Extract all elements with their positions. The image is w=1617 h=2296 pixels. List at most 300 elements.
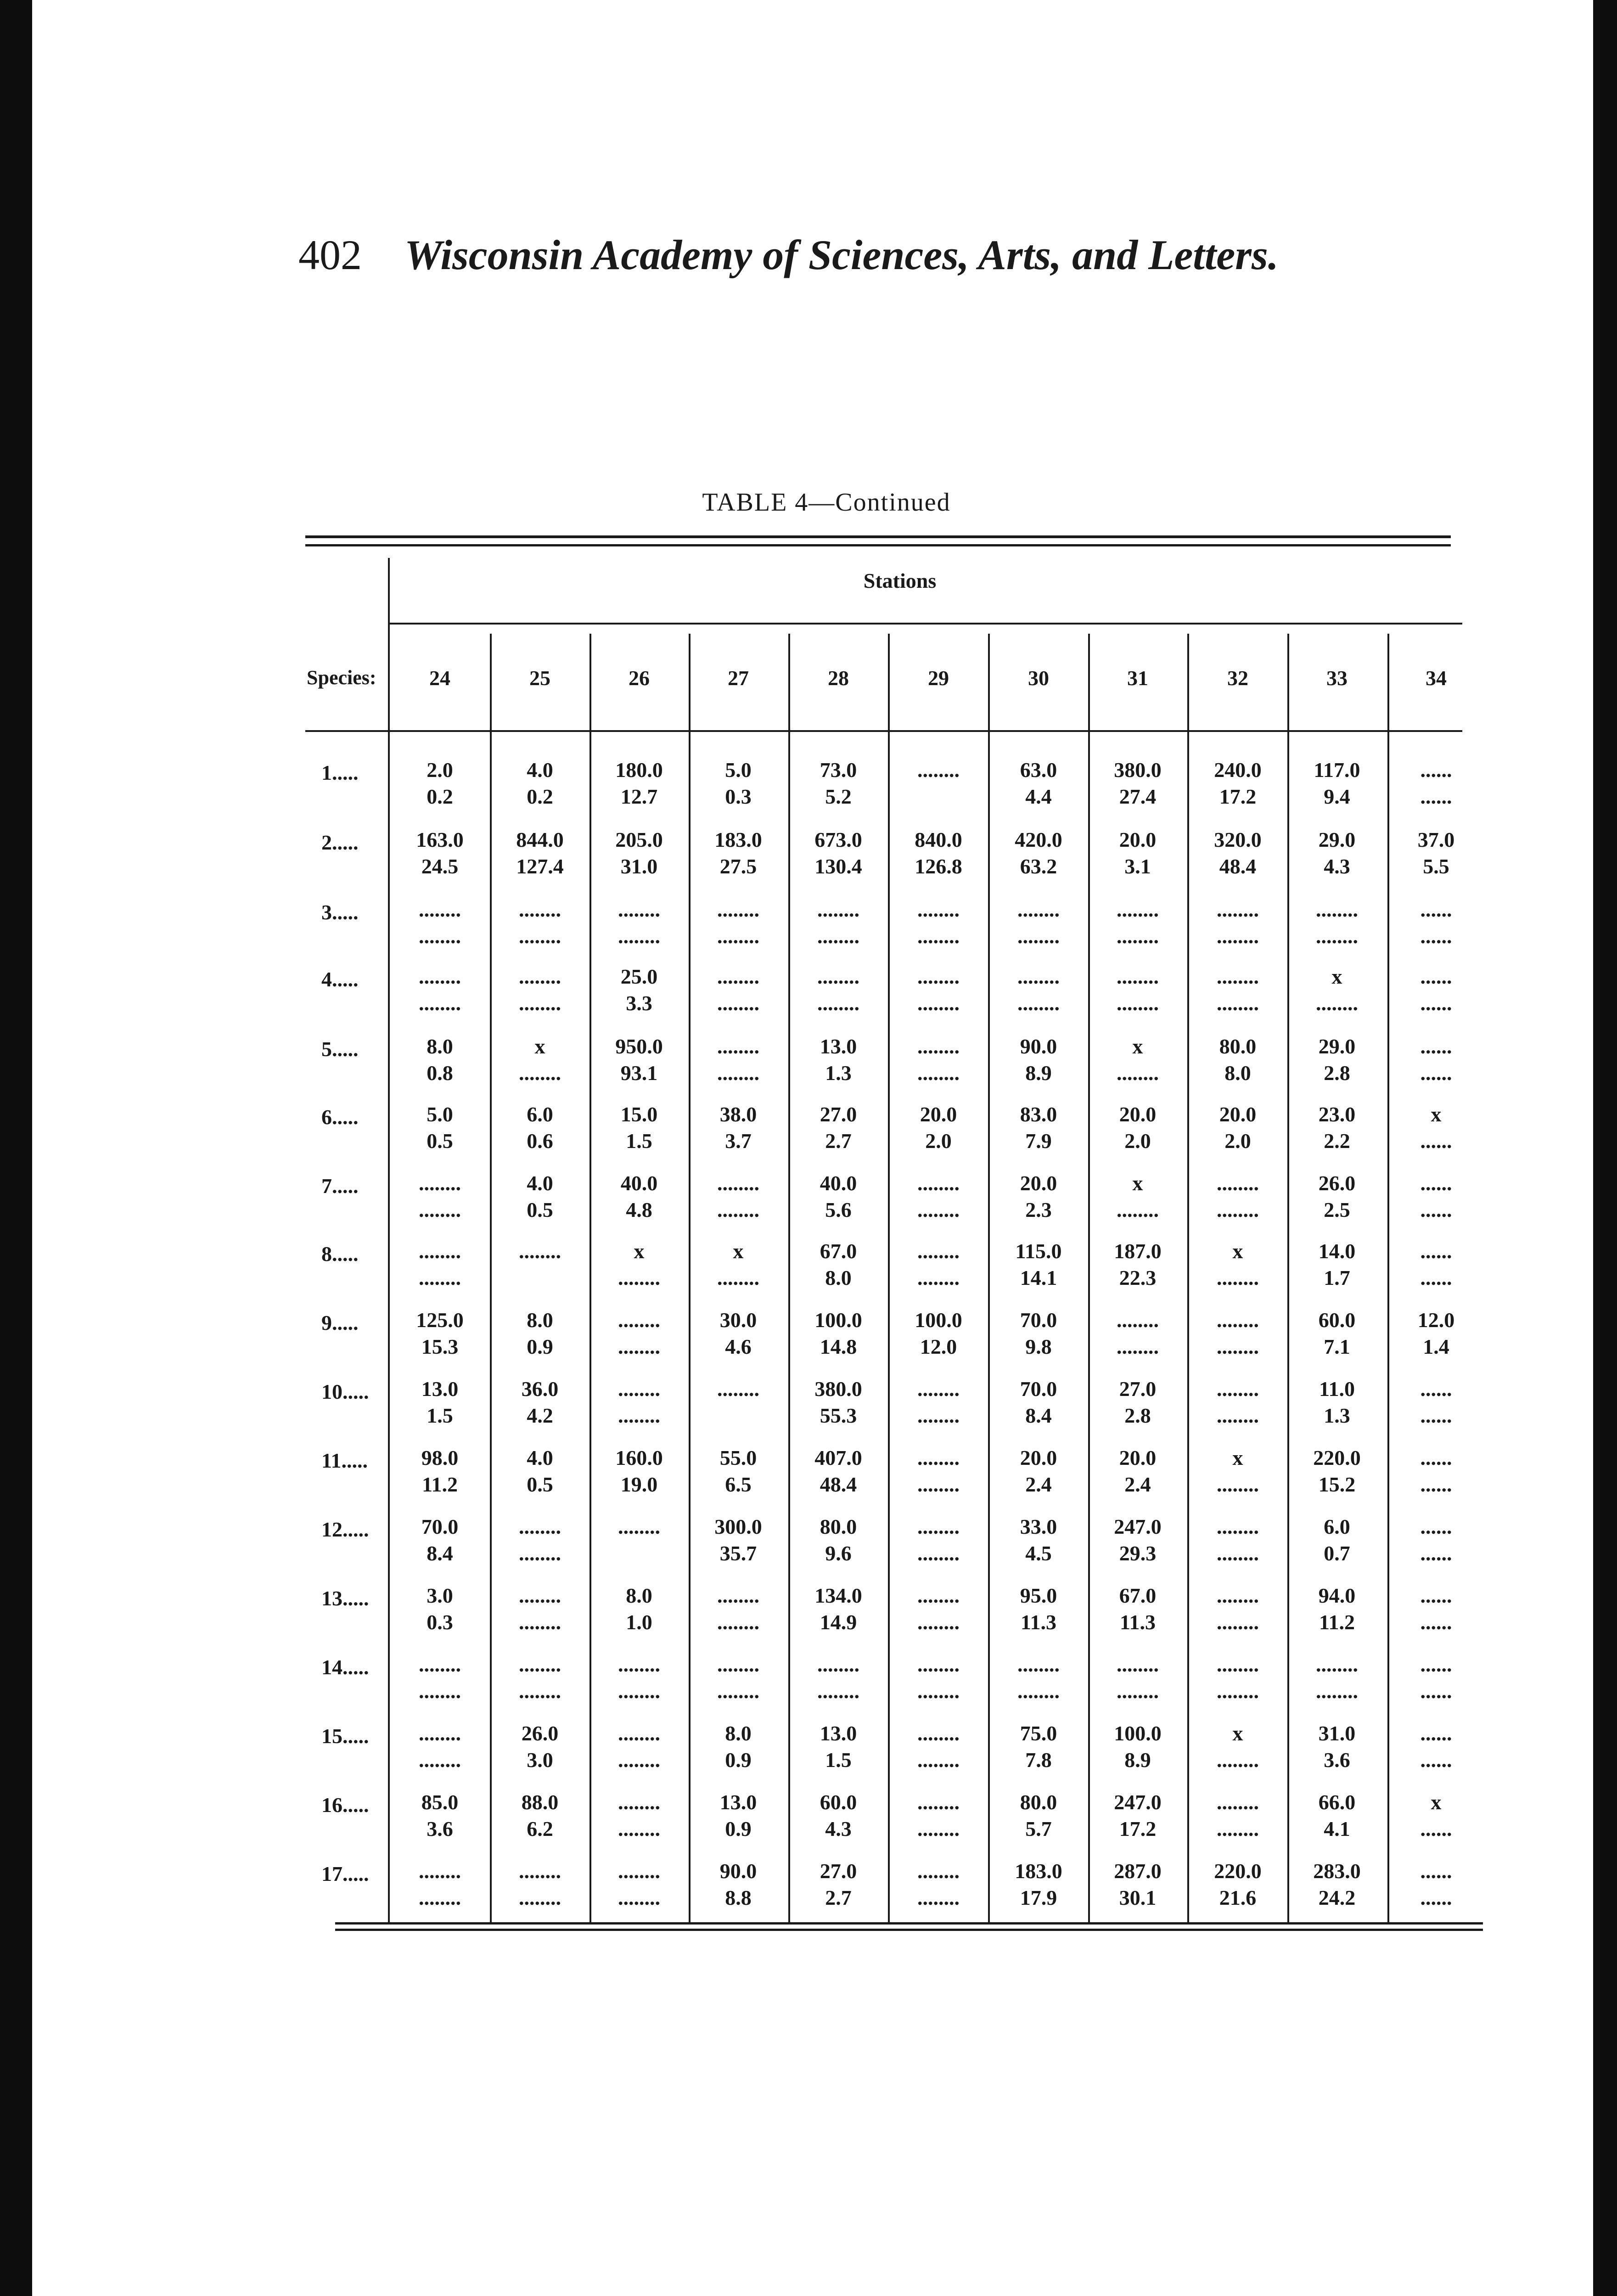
running-head xyxy=(298,220,1492,289)
stations-rule xyxy=(388,623,1462,625)
cell-percent: 11.2 xyxy=(1319,1610,1355,1634)
cell-percent: 0.2 xyxy=(427,785,453,808)
cell-percent: 0.9 xyxy=(725,1817,752,1840)
station-number-header: 24 xyxy=(429,666,450,690)
cell-percent: 0.5 xyxy=(527,1198,553,1221)
cell-percent: 63.2 xyxy=(1020,855,1057,878)
cell-percent: 3.7 xyxy=(725,1129,752,1153)
table-cell xyxy=(793,1033,883,1086)
cell-count: ........ xyxy=(1217,1790,1259,1814)
cell-count: ........ xyxy=(618,1653,660,1676)
station-number-header: 30 xyxy=(1028,666,1049,690)
cell-percent: ........ xyxy=(419,1266,461,1289)
cell-count: 80.0 xyxy=(820,1515,857,1538)
table-cell xyxy=(994,1101,1084,1154)
table-cell xyxy=(893,963,983,1017)
cell-count: ........ xyxy=(618,1790,660,1814)
cell-count: 13.0 xyxy=(719,1790,757,1814)
cell-count: 13.0 xyxy=(820,1722,857,1745)
table-title: TABLE 4—Continued xyxy=(702,488,951,517)
cell-count: ........ xyxy=(618,1859,660,1883)
cell-percent: 93.1 xyxy=(620,1061,658,1085)
cell-percent: 4.5 xyxy=(1025,1542,1052,1565)
station-column-divider xyxy=(1088,634,1090,1924)
cell-percent: ........ xyxy=(717,991,759,1015)
cell-percent: 6.2 xyxy=(527,1817,553,1840)
cell-count: 844.0 xyxy=(516,828,564,851)
station-column-divider xyxy=(689,634,691,1924)
table-cell xyxy=(594,827,684,880)
table-cell xyxy=(395,1170,485,1223)
table-cell xyxy=(1193,1238,1283,1291)
table-cell xyxy=(1093,896,1183,950)
table-cell xyxy=(1292,757,1382,810)
cell-count: 183.0 xyxy=(714,828,762,851)
cell-percent: ........ xyxy=(419,1886,461,1909)
table-cell xyxy=(693,1033,783,1086)
table-cell xyxy=(495,1033,585,1086)
cell-percent: 8.4 xyxy=(427,1542,453,1565)
cell-count: 27.0 xyxy=(820,1103,857,1126)
table-cell xyxy=(893,1376,983,1429)
table-cell xyxy=(1193,827,1283,880)
table-cell xyxy=(1292,896,1382,950)
table-cell xyxy=(893,1101,983,1154)
cell-count: ........ xyxy=(618,1377,660,1401)
cell-count: ........ xyxy=(917,965,960,988)
cell-count: 20.0 xyxy=(1020,1446,1057,1469)
table-cell xyxy=(893,1720,983,1773)
cell-count: ........ xyxy=(717,965,759,988)
cell-count: ........ xyxy=(519,965,561,988)
cell-percent: ........ xyxy=(917,1061,960,1085)
table-cell xyxy=(395,1307,485,1360)
table-cell xyxy=(994,1033,1084,1086)
table-cell xyxy=(994,1514,1084,1567)
cell-count: 11.0 xyxy=(1319,1377,1355,1401)
table-cell xyxy=(1391,1033,1481,1086)
cell-count: 183.0 xyxy=(1015,1859,1062,1883)
table-cell xyxy=(594,1101,684,1154)
species-label: 4..... xyxy=(321,968,359,991)
cell-count: ........ xyxy=(519,1859,561,1883)
cell-count: 40.0 xyxy=(620,1171,658,1195)
cell-percent: ........ xyxy=(917,1817,960,1840)
table-cell xyxy=(793,827,883,880)
table-cell xyxy=(495,963,585,1017)
table-cell xyxy=(1391,1582,1481,1636)
cell-percent: ........ xyxy=(1217,1266,1259,1289)
cell-count: ........ xyxy=(1017,898,1060,921)
cell-percent: ........ xyxy=(1017,991,1060,1015)
station-number-header: 29 xyxy=(928,666,949,690)
species-label: 15..... xyxy=(321,1724,369,1748)
species-label: 7..... xyxy=(321,1174,359,1198)
cell-percent: 19.0 xyxy=(620,1473,658,1496)
station-number-header: 32 xyxy=(1227,666,1248,690)
cell-percent: 8.9 xyxy=(1124,1748,1151,1772)
table-cell xyxy=(693,1858,783,1911)
cell-percent: ........ xyxy=(519,1679,561,1703)
cell-percent: ........ xyxy=(519,1886,561,1909)
cell-count: ........ xyxy=(519,1584,561,1607)
cell-percent: 2.0 xyxy=(1224,1129,1251,1153)
cell-count: ...... xyxy=(1420,1171,1452,1195)
table-cell xyxy=(594,1238,684,1291)
table-top-rule xyxy=(305,535,1451,538)
table-cell xyxy=(1292,1101,1382,1154)
station-column-divider xyxy=(888,634,890,1924)
cell-percent: 2.3 xyxy=(1025,1198,1052,1221)
cell-count: 380.0 xyxy=(814,1377,862,1401)
cell-count: 180.0 xyxy=(615,758,663,782)
cell-count: 4.0 xyxy=(527,1171,553,1195)
cell-count: ........ xyxy=(717,1584,759,1607)
cell-count: ........ xyxy=(618,1308,660,1332)
cell-count: ...... xyxy=(1420,898,1452,921)
table-cell xyxy=(994,1789,1084,1842)
cell-percent: ........ xyxy=(419,1198,461,1221)
cell-percent: ........ xyxy=(717,1198,759,1221)
cell-count: 247.0 xyxy=(1114,1515,1162,1538)
cell-percent: ........ xyxy=(717,924,759,948)
cell-count: ...... xyxy=(1420,1377,1452,1401)
table-cell xyxy=(395,1514,485,1567)
cell-percent: ........ xyxy=(1117,1198,1159,1221)
cell-count: ........ xyxy=(1117,1308,1159,1332)
cell-percent: ........ xyxy=(419,1748,461,1772)
cell-percent: 48.4 xyxy=(820,1473,857,1496)
table-cell xyxy=(1193,1170,1283,1223)
cell-percent: ...... xyxy=(1420,924,1452,948)
cell-count: ...... xyxy=(1420,1653,1452,1676)
cell-percent: 4.2 xyxy=(527,1404,553,1427)
cell-percent: ........ xyxy=(817,991,859,1015)
cell-percent: 15.2 xyxy=(1318,1473,1356,1496)
cell-percent: ........ xyxy=(519,1061,561,1085)
cell-count: 220.0 xyxy=(1313,1446,1361,1469)
table-cell xyxy=(495,1858,585,1911)
table-cell xyxy=(395,963,485,1017)
table-cell xyxy=(1193,963,1283,1017)
cell-percent: 30.1 xyxy=(1119,1886,1157,1909)
cell-percent: 5.7 xyxy=(1025,1817,1052,1840)
table-cell xyxy=(1093,1101,1183,1154)
table-cell xyxy=(495,1307,585,1360)
table-cell xyxy=(1193,1101,1283,1154)
station-column-divider xyxy=(1287,634,1289,1924)
cell-percent: 55.3 xyxy=(820,1404,857,1427)
scan-border-right xyxy=(1593,0,1617,2296)
cell-count: x xyxy=(1232,1722,1243,1745)
cell-percent: 5.5 xyxy=(1423,855,1449,878)
table-cell xyxy=(395,1858,485,1911)
table-cell xyxy=(693,757,783,810)
cell-percent: ...... xyxy=(1420,785,1452,808)
cell-count: ........ xyxy=(519,1515,561,1538)
cell-count: ........ xyxy=(1217,898,1259,921)
table-cell xyxy=(1093,1582,1183,1636)
table-cell xyxy=(793,1445,883,1498)
table-cell xyxy=(1391,1376,1481,1429)
cell-count: 240.0 xyxy=(1214,758,1262,782)
cell-percent: ........ xyxy=(519,1542,561,1565)
cell-percent: ........ xyxy=(1117,1061,1159,1085)
cell-count: 67.0 xyxy=(820,1239,857,1263)
table-cell xyxy=(1292,1720,1382,1773)
cell-percent: 17.2 xyxy=(1119,1817,1157,1840)
table-cell xyxy=(495,1238,585,1265)
cell-percent: ...... xyxy=(1420,1061,1452,1085)
cell-percent: 0.5 xyxy=(427,1129,453,1153)
cell-count: 73.0 xyxy=(820,758,857,782)
table-cell xyxy=(495,1170,585,1223)
cell-count: ........ xyxy=(917,1790,960,1814)
cell-count: ........ xyxy=(1117,965,1159,988)
table-cell xyxy=(1193,1033,1283,1086)
table-cell xyxy=(495,1514,585,1567)
cell-count: ........ xyxy=(419,1653,461,1676)
cell-percent: ........ xyxy=(1316,924,1358,948)
table-cell xyxy=(1391,827,1481,880)
table-cell xyxy=(495,1789,585,1842)
table-cell xyxy=(693,896,783,950)
cell-percent: ........ xyxy=(618,1748,660,1772)
page-number: 402 xyxy=(298,231,362,278)
cell-percent: ...... xyxy=(1420,1404,1452,1427)
cell-percent: 14.9 xyxy=(820,1610,857,1634)
cell-count: ........ xyxy=(1117,898,1159,921)
table-cell xyxy=(594,963,684,1017)
cell-count: x xyxy=(1132,1171,1143,1195)
table-cell xyxy=(994,1170,1084,1223)
table-cell xyxy=(693,963,783,1017)
station-column-divider xyxy=(490,634,492,1924)
cell-percent: ........ xyxy=(1117,991,1159,1015)
table-cell xyxy=(693,1307,783,1360)
cell-count: 300.0 xyxy=(714,1515,762,1538)
table-cell xyxy=(994,1238,1084,1291)
cell-count: x xyxy=(1232,1446,1243,1469)
table-cell xyxy=(1391,1238,1481,1291)
table-cell xyxy=(1093,1307,1183,1360)
cell-count: 25.0 xyxy=(620,965,658,988)
cell-percent: 130.4 xyxy=(814,855,862,878)
cell-percent: ........ xyxy=(419,991,461,1015)
cell-count: x xyxy=(1331,965,1342,988)
cell-count: ........ xyxy=(1017,965,1060,988)
table-cell xyxy=(893,827,983,880)
table-cell xyxy=(994,1376,1084,1429)
table-cell xyxy=(1391,1307,1481,1360)
cell-count: 36.0 xyxy=(521,1377,559,1401)
table-cell xyxy=(1093,827,1183,880)
table-cell xyxy=(594,1582,684,1636)
cell-percent: ........ xyxy=(917,1266,960,1289)
cell-percent: ...... xyxy=(1420,1679,1452,1703)
cell-count: 20.0 xyxy=(1119,1446,1157,1469)
table-cell xyxy=(994,827,1084,880)
cell-count: ........ xyxy=(419,1859,461,1883)
species-label: 11..... xyxy=(321,1449,368,1472)
cell-percent: 12.0 xyxy=(920,1335,957,1358)
cell-count: ........ xyxy=(917,1446,960,1469)
table-bottom-rule xyxy=(335,1922,1483,1925)
cell-count: ...... xyxy=(1420,965,1452,988)
cell-percent: 4.6 xyxy=(725,1335,752,1358)
cell-percent: 2.8 xyxy=(1124,1404,1151,1427)
cell-count: 70.0 xyxy=(1020,1377,1057,1401)
cell-percent: 4.8 xyxy=(626,1198,652,1221)
station-number-header: 31 xyxy=(1127,666,1148,690)
table-cell xyxy=(594,1307,684,1360)
cell-count: ...... xyxy=(1420,1859,1452,1883)
table-cell xyxy=(994,1582,1084,1636)
cell-count: ........ xyxy=(519,1239,561,1263)
cell-count: 26.0 xyxy=(521,1722,559,1745)
cell-percent: 11.3 xyxy=(1120,1610,1156,1634)
cell-percent: 0.7 xyxy=(1324,1542,1350,1565)
cell-percent: ........ xyxy=(1017,1679,1060,1703)
cell-count: 8.0 xyxy=(527,1308,553,1332)
cell-count: ........ xyxy=(419,1171,461,1195)
cell-percent: ........ xyxy=(618,1886,660,1909)
cell-percent: ........ xyxy=(917,991,960,1015)
table-cell xyxy=(793,1238,883,1291)
cell-percent: ........ xyxy=(1217,1404,1259,1427)
table-cell xyxy=(1193,1858,1283,1911)
cell-percent: ........ xyxy=(519,924,561,948)
cell-percent: 2.0 xyxy=(925,1129,952,1153)
station-number-header: 33 xyxy=(1326,666,1348,690)
table-cell xyxy=(1193,1720,1283,1773)
table-cell xyxy=(1093,1858,1183,1911)
table-cell xyxy=(893,896,983,950)
table-cell xyxy=(1093,1033,1183,1086)
station-column-divider xyxy=(1387,634,1389,1924)
species-label: 2..... xyxy=(321,831,359,854)
cell-count: ........ xyxy=(1217,1308,1259,1332)
table-cell xyxy=(1292,1376,1382,1429)
table-cell xyxy=(693,1445,783,1498)
cell-percent: ...... xyxy=(1420,1817,1452,1840)
table-cell xyxy=(1292,1858,1382,1911)
cell-count: ........ xyxy=(817,965,859,988)
cell-count: 5.0 xyxy=(725,758,752,782)
table-cell xyxy=(395,896,485,950)
cell-percent: 2.7 xyxy=(825,1129,852,1153)
cell-count: 8.0 xyxy=(427,1035,453,1058)
cell-count: 100.0 xyxy=(1114,1722,1162,1745)
cell-percent: 0.2 xyxy=(527,785,553,808)
cell-percent: 24.2 xyxy=(1318,1886,1356,1909)
cell-count: x xyxy=(534,1035,545,1058)
table-cell xyxy=(395,1376,485,1429)
table-bottom-rule xyxy=(335,1929,1483,1931)
cell-count: 83.0 xyxy=(1020,1103,1057,1126)
cell-percent: ........ xyxy=(1017,924,1060,948)
table-cell xyxy=(1193,757,1283,810)
cell-percent: ........ xyxy=(917,1542,960,1565)
table-cell xyxy=(1391,963,1481,1017)
cell-count: 85.0 xyxy=(421,1790,459,1814)
table-cell xyxy=(495,827,585,880)
cell-count: 840.0 xyxy=(915,828,962,851)
table-cell xyxy=(395,757,485,810)
table-cell xyxy=(1292,1514,1382,1567)
cell-percent: ........ xyxy=(519,991,561,1015)
cell-count: 8.0 xyxy=(725,1722,752,1745)
cell-percent: ........ xyxy=(1217,1335,1259,1358)
table-cell xyxy=(1391,1514,1481,1567)
cell-count: ........ xyxy=(817,898,859,921)
cell-percent: 3.3 xyxy=(626,991,652,1015)
cell-percent: ........ xyxy=(817,1679,859,1703)
table-cell xyxy=(1093,757,1183,810)
cell-count: 38.0 xyxy=(719,1103,757,1126)
table-cell xyxy=(893,1858,983,1911)
table-cell xyxy=(793,963,883,1017)
table-cell xyxy=(1292,827,1382,880)
cell-count: ........ xyxy=(618,898,660,921)
cell-count: 27.0 xyxy=(1119,1377,1157,1401)
cell-percent: ........ xyxy=(1217,1748,1259,1772)
table-cell xyxy=(395,1582,485,1636)
table-cell xyxy=(594,1720,684,1773)
cell-percent: ........ xyxy=(917,1679,960,1703)
cell-count: ........ xyxy=(817,1653,859,1676)
cell-percent: ........ xyxy=(519,1610,561,1634)
cell-percent: 1.5 xyxy=(626,1129,652,1153)
cell-count: ........ xyxy=(917,758,960,782)
cell-count: ........ xyxy=(717,898,759,921)
species-heading: Species: xyxy=(307,666,376,689)
table-cell xyxy=(395,1789,485,1842)
table-cell xyxy=(1193,1445,1283,1498)
cell-percent: 6.5 xyxy=(725,1473,752,1496)
cell-percent: 27.5 xyxy=(719,855,757,878)
cell-percent: ...... xyxy=(1420,1748,1452,1772)
table-cell xyxy=(395,1033,485,1086)
table-cell xyxy=(693,1582,783,1636)
cell-count: 90.0 xyxy=(719,1859,757,1883)
table-cell xyxy=(1292,1582,1382,1636)
cell-count: 15.0 xyxy=(620,1103,658,1126)
cell-count: ........ xyxy=(917,1515,960,1538)
species-label: 10..... xyxy=(321,1380,369,1403)
cell-count: ........ xyxy=(917,1584,960,1607)
table-cell xyxy=(893,1651,983,1705)
table-cell xyxy=(693,1101,783,1154)
cell-percent: 2.7 xyxy=(825,1886,852,1909)
cell-percent: 1.3 xyxy=(1324,1404,1350,1427)
table-cell xyxy=(1391,1170,1481,1223)
cell-percent: ........ xyxy=(1316,1679,1358,1703)
table-cell xyxy=(693,1238,783,1291)
table-cell xyxy=(693,1514,783,1567)
cell-percent: 1.5 xyxy=(825,1748,852,1772)
cell-percent: 11.3 xyxy=(1021,1610,1056,1634)
cell-percent: 1.7 xyxy=(1324,1266,1350,1289)
cell-percent: 9.6 xyxy=(825,1542,852,1565)
cell-percent: ........ xyxy=(917,1748,960,1772)
species-label: 16..... xyxy=(321,1793,369,1817)
table-cell xyxy=(693,1170,783,1223)
table-cell xyxy=(893,1582,983,1636)
table-cell xyxy=(793,1651,883,1705)
cell-count: 20.0 xyxy=(1219,1103,1257,1126)
table-cell xyxy=(793,1858,883,1911)
